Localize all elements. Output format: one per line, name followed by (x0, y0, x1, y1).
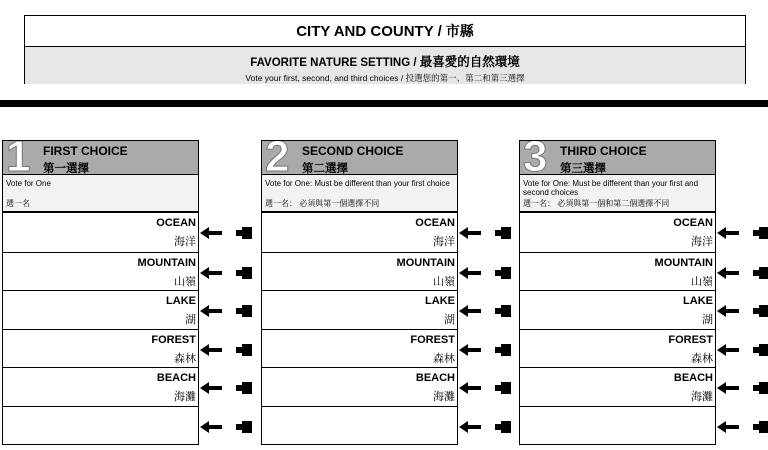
arrow-left-icon (717, 226, 741, 240)
vote-target[interactable] (457, 266, 517, 280)
option-label-zh: 湖 (702, 314, 713, 326)
choice-header (2, 140, 199, 175)
options-list (519, 211, 716, 445)
option-label-en: BEACH (156, 372, 196, 384)
arrow-left-icon (717, 304, 741, 318)
option-label-en: BEACH (415, 372, 455, 384)
vote-target[interactable] (198, 266, 258, 280)
contest-title-zh: 最喜愛的自然環境 (419, 55, 520, 69)
option-row[interactable] (262, 329, 457, 368)
option-label-en: LAKE (683, 295, 713, 307)
arrow-left-icon (200, 266, 224, 280)
option-label-zh: 森林 (174, 352, 196, 365)
arrow-left-icon (717, 420, 741, 434)
vote-target[interactable] (715, 381, 768, 395)
vote-mark-icon (753, 267, 768, 279)
option-label-en: BEACH (673, 372, 713, 384)
arrow-left-icon (200, 420, 224, 434)
ballot-header (24, 15, 746, 84)
choice-number: 1 (6, 140, 31, 175)
option-row[interactable] (262, 213, 457, 252)
contest-info (25, 47, 745, 84)
arrow-left-icon (200, 226, 224, 240)
option-row[interactable] (3, 329, 198, 368)
option-label-zh: 森林 (433, 352, 455, 365)
instruction-zh: 選一名： 必須與第一個和第二個選擇不同 (523, 199, 670, 208)
option-row[interactable] (262, 367, 457, 406)
vote-mark-icon (236, 305, 252, 317)
vote-mark-icon (495, 227, 511, 239)
instruction-en: Vote for One (6, 179, 51, 188)
option-label-en: FOREST (668, 333, 713, 346)
vote-mark-icon (236, 421, 252, 433)
option-row[interactable] (3, 367, 198, 406)
contest-title (25, 47, 745, 70)
arrow-left-icon (717, 381, 741, 395)
contest-title-en: FAVORITE NATURE SETTING / (250, 57, 417, 69)
choice-title-zh: 第一選擇 (43, 163, 89, 175)
option-label-en: OCEAN (673, 217, 713, 229)
option-row[interactable] (262, 252, 457, 291)
arrow-left-icon (200, 381, 224, 395)
option-row[interactable] (262, 290, 457, 329)
arrow-left-icon (717, 266, 741, 280)
vote-mark-icon (495, 344, 511, 356)
options-list (261, 211, 458, 445)
option-row[interactable] (3, 406, 198, 445)
option-row[interactable] (520, 252, 715, 291)
vote-target[interactable] (715, 420, 768, 434)
arrow-left-icon (459, 226, 483, 240)
vote-target[interactable] (457, 226, 517, 240)
vote-target[interactable] (457, 420, 517, 434)
option-row[interactable] (520, 213, 715, 252)
choice-column-2 (261, 140, 458, 445)
choice-column-3 (519, 140, 716, 445)
option-row[interactable] (520, 406, 715, 445)
choice-instructions (519, 175, 716, 211)
option-label-en: OCEAN (415, 217, 455, 229)
vote-mark-icon (753, 227, 768, 239)
arrow-left-icon (459, 343, 483, 357)
divider-rule (0, 100, 768, 107)
option-label-en: LAKE (425, 295, 455, 307)
option-label-zh: 山嶺 (691, 275, 713, 288)
vote-mark-icon (236, 382, 252, 394)
vote-mark-icon (495, 382, 511, 394)
option-label-en: FOREST (410, 333, 455, 346)
choice-title-zh: 第二選擇 (302, 163, 348, 175)
option-label-zh: 海洋 (433, 236, 455, 248)
vote-target[interactable] (457, 343, 517, 357)
vote-mark-icon (236, 344, 252, 356)
vote-mark-icon (753, 382, 768, 394)
jurisdiction-title-en: CITY AND COUNTY / (296, 22, 442, 40)
option-label-zh: 湖 (444, 314, 455, 326)
option-row[interactable] (262, 406, 457, 445)
vote-target[interactable] (457, 381, 517, 395)
instruction-en: Vote for One: Must be different than your first and second choices (523, 179, 699, 197)
choice-title-en: SECOND CHOICE (302, 144, 404, 158)
option-label-en: OCEAN (156, 217, 196, 229)
vote-target[interactable] (198, 226, 258, 240)
arrow-left-icon (717, 343, 741, 357)
option-row[interactable] (3, 252, 198, 291)
arrow-left-icon (459, 304, 483, 318)
vote-mark-icon (495, 421, 511, 433)
choice-title-en: FIRST CHOICE (43, 144, 128, 158)
option-label-zh: 海洋 (174, 236, 196, 248)
instruction-zh: 選一名 (6, 199, 30, 208)
jurisdiction-title-zh: 市縣 (445, 23, 474, 39)
option-label-en: LAKE (166, 295, 196, 307)
vote-mark-icon (495, 267, 511, 279)
vote-target[interactable] (198, 381, 258, 395)
choice-column-1 (2, 140, 199, 445)
arrow-left-icon (459, 381, 483, 395)
vote-mark-icon (753, 421, 768, 433)
contest-jurisdiction (25, 16, 745, 47)
option-label-en: MOUNTAIN (654, 256, 713, 269)
option-label-zh: 海灘 (174, 391, 196, 403)
choice-header (519, 140, 716, 175)
vote-mark-icon (236, 267, 252, 279)
option-label-en: FOREST (151, 333, 196, 346)
choice-number: 2 (265, 140, 290, 175)
vote-target[interactable] (715, 266, 768, 280)
option-label-zh: 山嶺 (433, 275, 455, 288)
option-label-en: MOUNTAIN (396, 256, 455, 269)
vote-target[interactable] (715, 226, 768, 240)
choice-instructions (2, 175, 199, 211)
option-row[interactable] (3, 290, 198, 329)
vote-mark-icon (236, 227, 252, 239)
option-row[interactable] (520, 329, 715, 368)
option-label-zh: 湖 (185, 314, 196, 326)
contest-instructions: Vote your first, second, and third choices / 投選您的第一、第二和第三選擇 (245, 73, 525, 83)
arrow-left-icon (200, 343, 224, 357)
choice-instructions (261, 175, 458, 211)
arrow-left-icon (459, 266, 483, 280)
vote-target[interactable] (198, 304, 258, 318)
vote-mark-icon (495, 305, 511, 317)
option-row[interactable] (520, 290, 715, 329)
option-label-zh: 海洋 (691, 236, 713, 248)
option-row[interactable] (520, 367, 715, 406)
vote-target[interactable] (198, 420, 258, 434)
vote-mark-icon (753, 305, 768, 317)
option-label-zh: 海灘 (691, 391, 713, 403)
instruction-zh: 選一名： 必須與第一個選擇不同 (265, 199, 380, 208)
arrow-left-icon (200, 304, 224, 318)
option-label-zh: 海灘 (433, 391, 455, 403)
option-label-zh: 森林 (691, 352, 713, 365)
choice-title-en: THIRD CHOICE (560, 144, 647, 158)
vote-target[interactable] (457, 304, 517, 318)
option-label-zh: 山嶺 (174, 275, 196, 288)
instruction-en: Vote for One: Must be different than your first choice (265, 179, 450, 188)
vote-target[interactable] (198, 343, 258, 357)
vote-mark-icon (753, 344, 768, 356)
vote-target[interactable] (715, 304, 768, 318)
choice-title-zh: 第三選擇 (560, 163, 606, 175)
vote-target[interactable] (715, 343, 768, 357)
choice-number: 3 (523, 140, 548, 175)
option-label-en: MOUNTAIN (137, 256, 196, 269)
arrow-left-icon (459, 420, 483, 434)
options-list (2, 211, 199, 445)
option-row[interactable] (3, 213, 198, 252)
choice-header (261, 140, 458, 175)
